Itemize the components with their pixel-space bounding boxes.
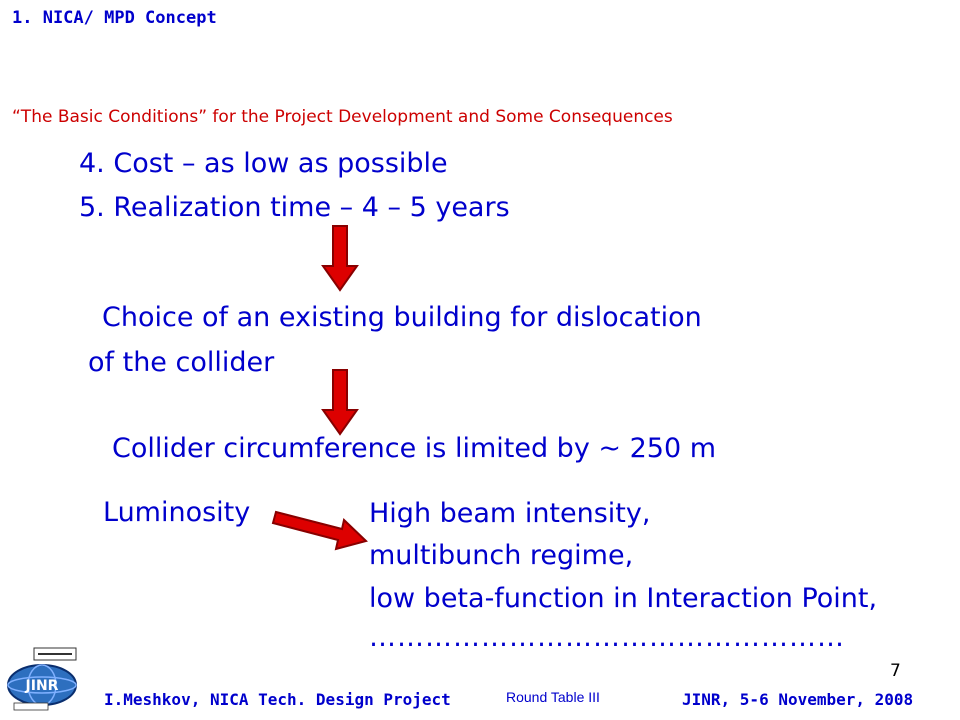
luminosity-item-beta: low beta-function in Interaction Point, <box>369 583 878 614</box>
luminosity-item-ellipsis: …………………………………………… <box>369 622 845 653</box>
consequence-building-line2: of the collider <box>88 347 275 378</box>
footer-event: Round Table III <box>506 689 600 705</box>
down-arrow-icon <box>322 370 358 436</box>
slide-subtitle: “The Basic Conditions” for the Project Development and Some Consequences <box>12 107 673 127</box>
right-arrow-icon <box>270 505 370 555</box>
footer-author: I.Meshkov, NICA Tech. Design Project <box>104 690 451 709</box>
luminosity-item-intensity: High beam intensity, <box>369 498 651 529</box>
consequence-circumference: Collider circumference is limited by ~ 250 m <box>112 433 717 464</box>
footer-date: JINR, 5-6 November, 2008 <box>682 690 914 709</box>
consequence-building-line1: Choice of an existing building for dislocation <box>102 302 702 333</box>
page-number: 7 <box>890 661 901 681</box>
luminosity-item-multibunch: multibunch regime, <box>369 540 634 571</box>
condition-cost: 4. Cost – as low as possible <box>79 148 448 179</box>
down-arrow-icon <box>322 226 358 292</box>
logo-text: JINR <box>25 678 59 694</box>
luminosity-label: Luminosity <box>103 497 251 528</box>
condition-time: 5. Realization time – 4 – 5 years <box>79 192 510 223</box>
jinr-logo <box>4 645 90 713</box>
section-title: 1. NICA/ MPD Concept <box>12 8 217 28</box>
